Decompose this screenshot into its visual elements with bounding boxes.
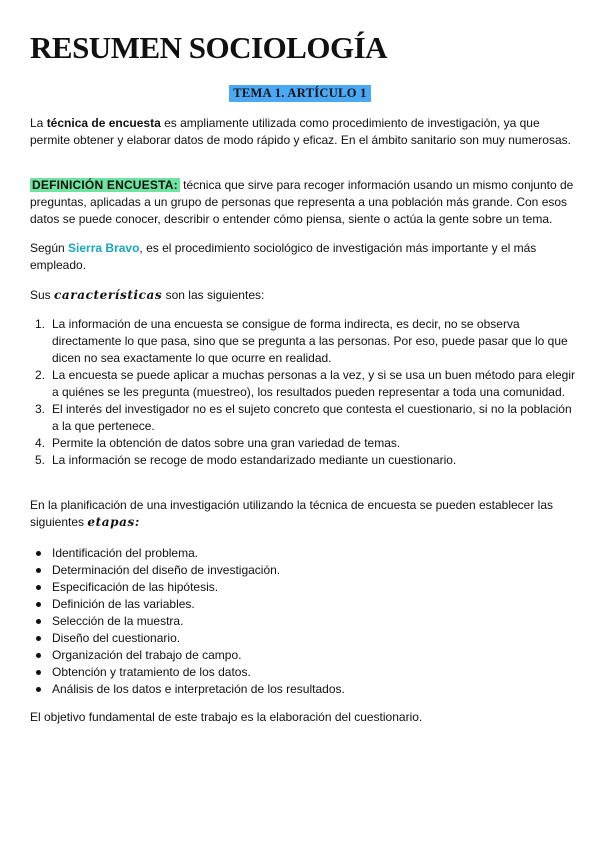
sierra-name: Sierra Bravo xyxy=(68,241,140,255)
list-item-text: Identificación del problema. xyxy=(52,546,199,560)
list-item xyxy=(30,452,575,469)
list-item-text: Permite la obtención de datos sobre una gran variedad de temas. xyxy=(52,436,401,450)
caracteristicas-word: características xyxy=(54,288,163,302)
list-number: 3. xyxy=(35,402,46,416)
intro-pre: La xyxy=(30,116,47,130)
page-title: RESUMEN SOCIOLOGÍA xyxy=(30,30,388,65)
list-item xyxy=(30,681,575,698)
list-item xyxy=(30,367,575,401)
list-item-text: El interés del investigador no es el sujeto concreto que contesta el cuestionario, si no la población a la que pertenece. xyxy=(52,402,572,433)
list-item-text: La encuesta se puede aplicar a muchas personas a la vez, y si se usa un buen método para elegir a quiénes se les pregunta (muestreo), los resultados pueden representar a toda una comunidad. xyxy=(52,368,575,399)
bullet-icon xyxy=(36,551,41,556)
sierra-pre: Según xyxy=(30,241,69,255)
sierra-paragraph xyxy=(30,240,575,274)
list-number: 4. xyxy=(35,436,46,450)
list-item-text: Selección de la muestra. xyxy=(52,614,184,628)
list-item-text: La información se recoge de modo estandarizado mediante un cuestionario. xyxy=(52,453,457,467)
list-item-text: Análisis de los datos e interpretación de los resultados. xyxy=(52,682,345,696)
list-item-text: Determinación del diseño de investigación. xyxy=(52,563,281,577)
features-list xyxy=(30,316,575,469)
definition-paragraph xyxy=(30,177,575,228)
list-item xyxy=(30,316,575,367)
bullet-icon xyxy=(36,585,41,590)
list-item-text: Obtención y tratamiento de los datos. xyxy=(52,665,251,679)
list-item xyxy=(30,545,575,562)
list-item xyxy=(30,596,575,613)
bullet-icon xyxy=(36,653,41,658)
intro-paragraph xyxy=(30,115,575,149)
list-item xyxy=(30,579,575,596)
caracteristicas-post: son las siguientes: xyxy=(162,288,265,302)
list-item xyxy=(30,435,575,452)
list-item xyxy=(30,401,575,435)
bullet-icon xyxy=(36,636,41,641)
list-item xyxy=(30,664,575,681)
list-number: 2. xyxy=(35,368,46,382)
sierra-post: , es el procedimiento sociológico de investigación más importante y el más empleado. xyxy=(30,241,537,272)
intro-post: es ampliamente utilizada como procedimiento de investigación, ya que permite obtener y elaborar datos de modo rápido y eficaz. En el ámbito sanitario son muy numerosas. xyxy=(30,116,571,147)
intro-bold-term: técnica de encuesta xyxy=(46,116,161,130)
etapas-intro xyxy=(30,497,575,531)
tema-heading: TEMA 1. ARTÍCULO 1 xyxy=(229,85,370,102)
bullet-icon xyxy=(36,568,41,573)
caracteristicas-pre: Sus xyxy=(30,288,55,302)
bullet-icon xyxy=(36,670,41,675)
list-item xyxy=(30,647,575,664)
list-item-text: Organización del trabajo de campo. xyxy=(52,648,242,662)
list-item-text: Diseño del cuestionario. xyxy=(52,631,181,645)
caracteristicas-intro xyxy=(30,287,575,304)
bullet-icon xyxy=(36,687,41,692)
definition-text: técnica que sirve para recoger información usando un mismo conjunto de preguntas, aplicadas a un grupo de personas que representa a una población más grande. Con esos datos se puede conocer, describir o entender cómo piensa, siente o actúa la gente sobre un tema. xyxy=(30,178,574,226)
definition-label: DEFINICIÓN ENCUESTA: xyxy=(32,178,178,192)
bullet-icon xyxy=(36,619,41,624)
list-item xyxy=(30,613,575,630)
bullet-icon xyxy=(36,602,41,607)
list-item-text: La información de una encuesta se consigue de forma indirecta, es decir, no se observa directamente lo que pasa, sino que se pregunta a las personas. Por eso, puede pasar que lo que dicen no sea exactamente lo que ocurre en realidad. xyxy=(52,317,568,365)
conclusion-paragraph: El objetivo fundamental de este trabajo es la elaboración del cuestionario. xyxy=(30,710,423,724)
etapas-word: etapas: xyxy=(87,515,140,529)
list-number: 5. xyxy=(35,453,46,467)
list-number: 1. xyxy=(35,317,46,331)
list-item-text: Definición de las variables. xyxy=(52,597,195,611)
list-item xyxy=(30,630,575,647)
list-item-text: Especificación de las hipótesis. xyxy=(52,580,219,594)
etapas-list xyxy=(30,545,575,698)
etapas-pre: En la planificación de una investigación utilizando la técnica de encuesta se pueden establecer las siguientes xyxy=(30,498,554,529)
tema-heading-wrap xyxy=(0,84,600,102)
list-item xyxy=(30,562,575,579)
